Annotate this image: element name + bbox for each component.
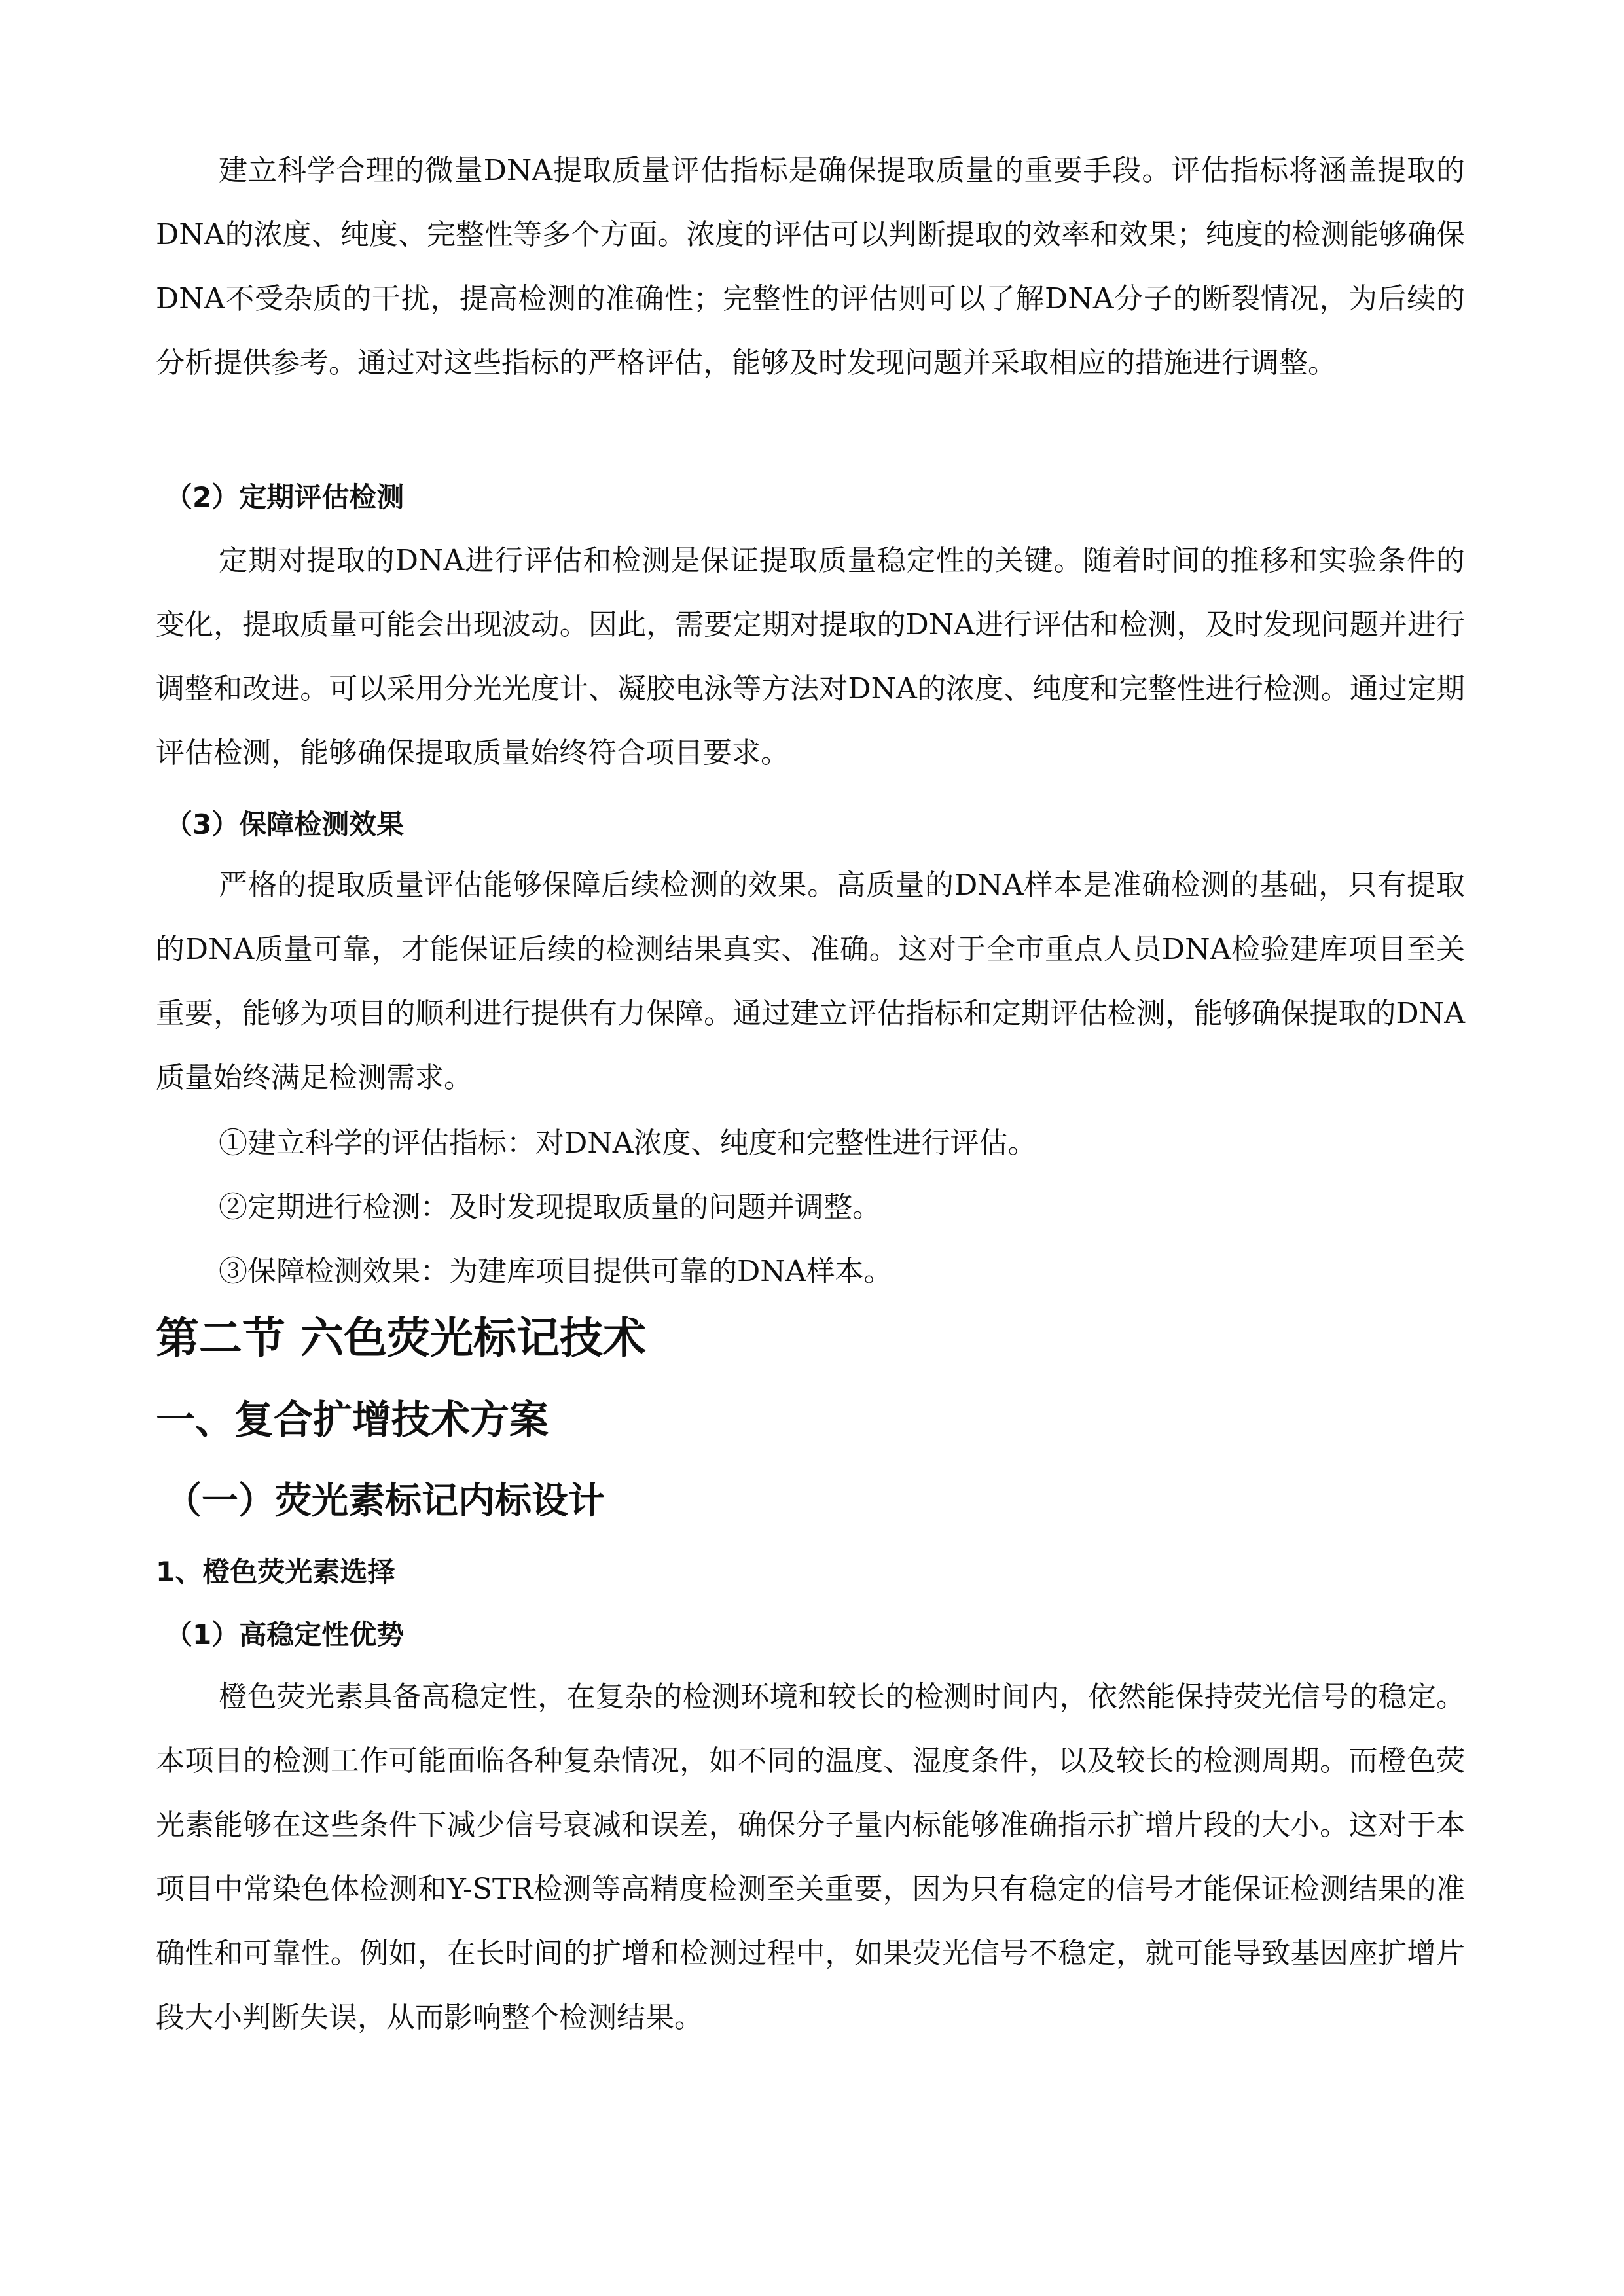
chapter-title: 一、复合扩增技术方案 [156,1397,549,1443]
list-item-1: ①建立科学的评估指标：对DNA浓度、纯度和完整性进行评估。 [219,1126,1037,1160]
section-title: 第二节 六色荧光标记技术 [156,1313,646,1363]
paragraph-high-stability: 橙色荧光素具备高稳定性，在复杂的检测环境和较长的检测时间内，依然能保持荧光信号的稳定。本项目的检测工作可能面临各种复杂情况，如不同的温度、湿度条件，以及较长的检测周期。而橙色荧光素能够在这些条件下减少信号衰减和误差，确保分子量内标能够准确指示扩增片段的大小。这对于本项目中常染色体检测和Y-STR检测等高精度检测至关重要，因为只有稳定的信号才能保证检测结果的准确性和可靠性。例如，在长时间的扩增和检测过程中，如果荧光信号不稳定，就可能导致基因座扩增片段大小判断失误，从而影响整个检测结果。 [156,1680,1465,2034]
paragraph-quality-indicators: 建立科学合理的微量DNA提取质量评估指标是确保提取质量的重要手段。评估指标将涵盖提取的DNA的浓度、纯度、完整性等多个方面。浓度的评估可以判断提取的效率和效果；纯度的检测能够确保DNA不受杂质的干扰，提高检测的准确性；完整性的评估则可以了解DNA分子的断裂情况，为后续的分析提供参考。通过对这些指标的严格评估，能够及时发现问题并采取相应的措施进行调整。 [156,154,1465,380]
heading-high-stability: （1）高稳定性优势 [165,1619,405,1651]
heading-ensure-detection-effect: （3）保障检测效果 [165,808,405,840]
list-item-2: ②定期进行检测：及时发现提取质量的问题并调整。 [219,1191,881,1224]
heading-periodic-evaluation: （2）定期评估检测 [165,481,405,513]
paragraph-ensure-detection-effect: 严格的提取质量评估能够保障后续检测的效果。高质量的DNA样本是准确检测的基础，只有提取的DNA质量可靠，才能保证后续的检测结果真实、准确。这对于全市重点人员DNA检验建库项目至关重要，能够为项目的顺利进行提供有力保障。通过建立评估指标和定期评估检测，能够确保提取的DNA质量始终满足检测需求。 [156,869,1465,1094]
paragraph-periodic-evaluation: 定期对提取的DNA进行评估和检测是保证提取质量稳定性的关键。随着时间的推移和实验条件的变化，提取质量可能会出现波动。因此，需要定期对提取的DNA进行评估和检测，及时发现问题并进行调整和改进。可以采用分光光度计、凝胶电泳等方法对DNA的浓度、纯度和完整性进行检测。通过定期评估检测，能够确保提取质量始终符合项目要求。 [156,544,1465,770]
part-title: （一）荧光素标记内标设计 [165,1480,605,1522]
item-title: 1、橙色荧光素选择 [156,1556,395,1588]
list-item-3: ③保障检测效果：为建库项目提供可靠的DNA样本。 [219,1255,893,1288]
